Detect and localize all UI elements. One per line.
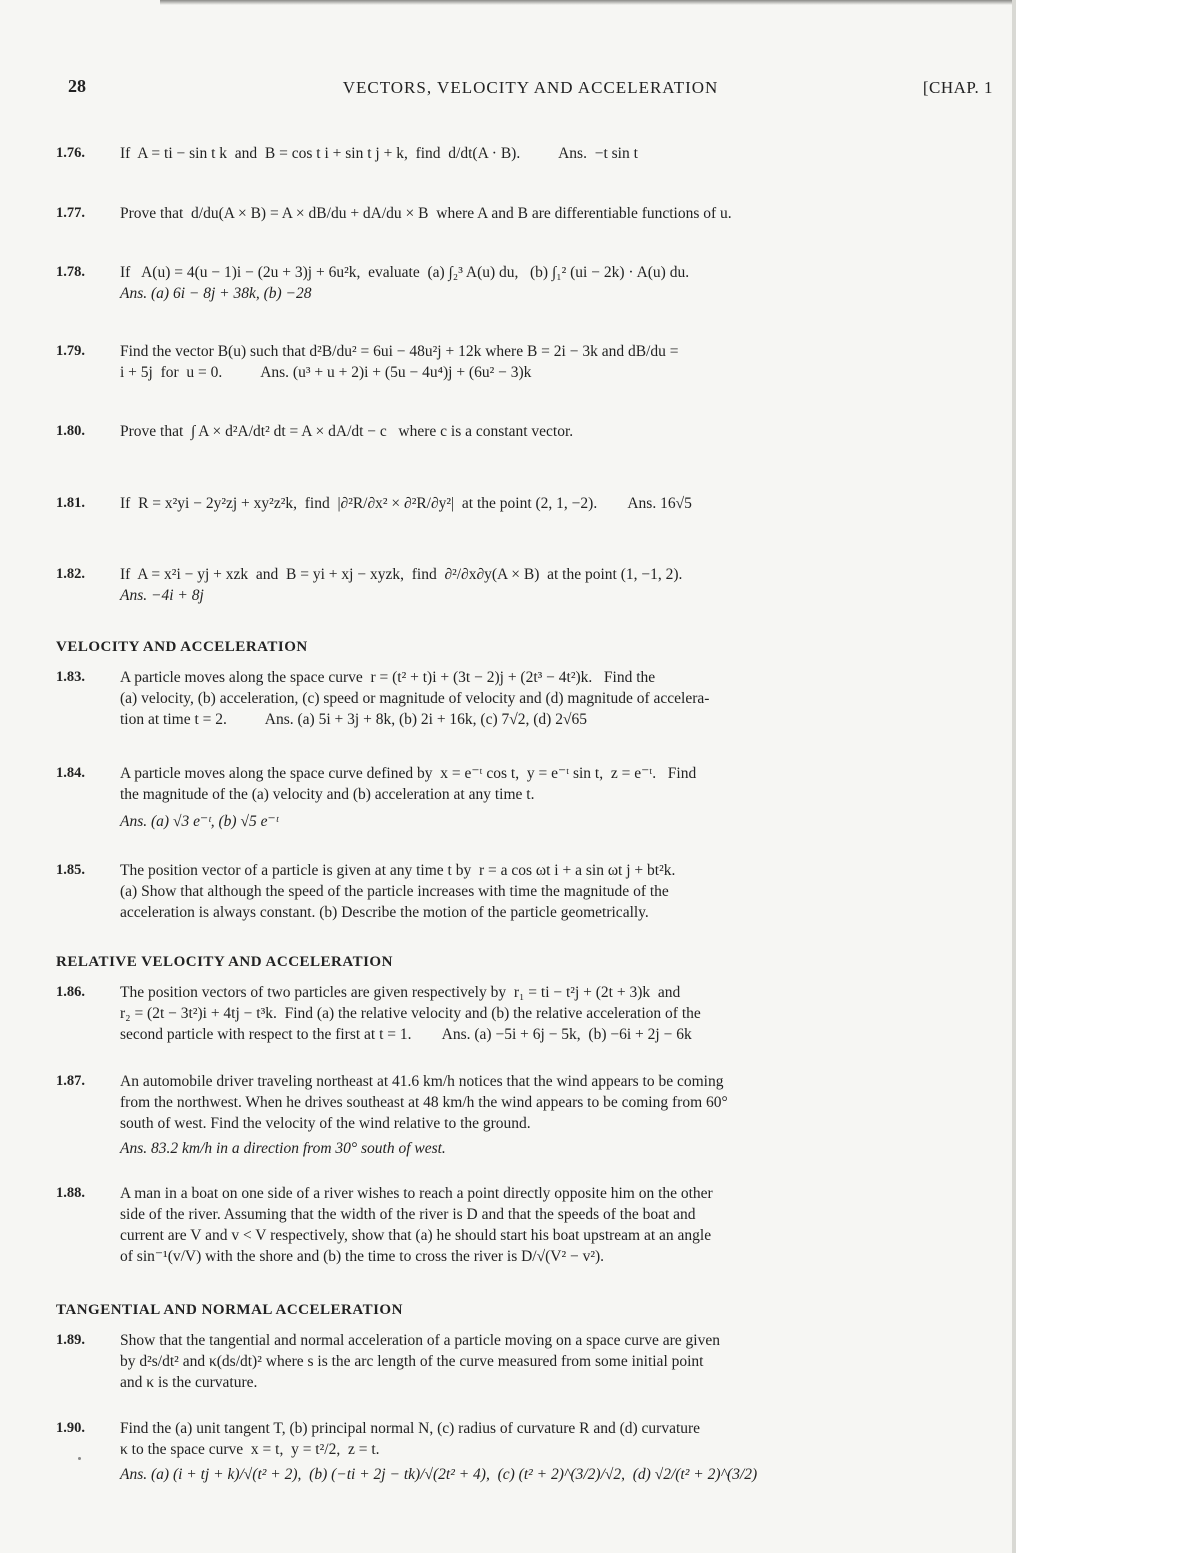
problem-number: 1.86.	[56, 984, 85, 1000]
problem-text: A particle moves along the space curve defined by x = e⁻ᵗ cos t, y = e⁻ᵗ sin t, z = e⁻ᵗ. Find	[120, 765, 697, 782]
problem-number: 1.88.	[56, 1185, 85, 1201]
problem-1-89	[56, 1330, 992, 1393]
problem-text: κ to the space curve x = t, y = t²/2, z = t.	[120, 1441, 380, 1458]
problem-text: by d²s/dt² and κ(ds/dt)² where s is the arc length of the curve measured from some initial point	[120, 1353, 704, 1370]
problem-text: The position vectors of two particles are given respectively by r₁ = ti − t²j + (2t + 3)k and	[120, 984, 681, 1001]
problem-number: 1.83.	[56, 669, 85, 685]
problem-text: A particle moves along the space curve r = (t² + t)i + (3t − 2)j + (2t³ − 4t²)k. Find the	[120, 669, 656, 686]
problem-text: If A = ti − sin t k and B = cos t i + sin t j + k, find d/dt(A · B). Ans. −t sin t	[120, 145, 638, 162]
problem-number: 1.78.	[56, 264, 85, 280]
scan-speck	[78, 1457, 81, 1460]
problem-text: If A(u) = 4(u − 1)i − (2u + 3)j + 6u²k, evaluate (a) ∫₂³ A(u) du, (b) ∫₁² (ui − 2k) · A(u) du.	[120, 264, 690, 281]
problem-1-82	[56, 564, 992, 606]
problem-number: 1.85.	[56, 862, 85, 878]
problem-text: the magnitude of the (a) velocity and (b) acceleration at any time t.	[120, 786, 535, 803]
problem-text: current are V and v < V respectively, show that (a) he should start his boat upstream at an angle	[120, 1227, 712, 1244]
problem-text: of sin⁻¹(v/V) with the shore and (b) the time to cross the river is D/√(V² − v²).	[120, 1248, 605, 1265]
problem-text: If A = x²i − yj + xzk and B = yi + xj − xyzk, find ∂²/∂x∂y(A × B) at the point (1, −1, 2).	[120, 566, 683, 583]
problem-text: tion at time t = 2. Ans. (a) 5i + 3j + 8k, (b) 2i + 16k, (c) 7√2, (d) 2√65	[120, 711, 587, 728]
answer-text: Ans. (a) √3 e⁻ᵗ, (b) √5 e⁻ᵗ	[120, 813, 279, 830]
running-title: VECTORS, VELOCITY AND ACCELERATION	[342, 78, 719, 97]
problem-text: Find the (a) unit tangent T, (b) principal normal N, (c) radius of curvature R and (d) curvature	[120, 1420, 701, 1437]
problem-1-87	[56, 1071, 992, 1159]
problem-number: 1.80.	[56, 423, 85, 439]
section-heading-velocity: VELOCITY AND ACCELERATION	[56, 639, 308, 655]
problem-text: from the northwest. When he drives southeast at 48 km/h the wind appears to be coming from 60°	[120, 1094, 728, 1111]
problem-1-80	[56, 421, 992, 442]
problem-text: Find the vector B(u) such that d²B/du² = 6ui − 48u²j + 12k where B = 2i − 3k and dB/du =	[120, 343, 679, 360]
page-header	[68, 76, 993, 102]
answer-text: Ans. 83.2 km/h in a direction from 30° south of west.	[120, 1140, 446, 1157]
section-heading-relative: RELATIVE VELOCITY AND ACCELERATION	[56, 954, 393, 970]
scan-shadow	[160, 0, 1020, 5]
problem-text: (a) Show that although the speed of the particle increases with time the magnitude of the	[120, 883, 669, 900]
problem-text: (a) velocity, (b) acceleration, (c) speed or magnitude of velocity and (d) magnitude of accelera-	[120, 690, 710, 707]
problem-1-76	[56, 143, 992, 164]
problem-text: i + 5j for u = 0. Ans. (u³ + u + 2)i + (5u − 4u⁴)j + (6u² − 3)k	[120, 364, 532, 381]
problem-text: acceleration is always constant. (b) Describe the motion of the particle geometrically.	[120, 904, 649, 921]
page-margin	[1012, 0, 1200, 1553]
problem-text: south of west. Find the velocity of the wind relative to the ground.	[120, 1115, 531, 1132]
problem-text: Prove that ∫ A × d²A/dt² dt = A × dA/dt − c where c is a constant vector.	[120, 423, 574, 440]
answer-text: Ans. (a) (i + tj + k)/√(t² + 2), (b) (−ti + 2j − tk)/√(2t² + 4), (c) (t² + 2)^(3/2)/√2, (d) √2/(t² + 2)^(3/2)	[120, 1466, 758, 1483]
problem-text: A man in a boat on one side of a river wishes to reach a point directly opposite him on the other	[120, 1185, 713, 1202]
problem-text: r₂ = (2t − 3t²)i + 4tj − t³k. Find (a) the relative velocity and (b) the relative acceleration of the	[120, 1005, 701, 1022]
problem-1-77	[56, 203, 992, 224]
problem-number: 1.79.	[56, 343, 85, 359]
problem-text: Prove that d/du(A × B) = A × dB/du + dA/du × B where A and B are differentiable functions of u.	[120, 205, 732, 222]
problem-1-79	[56, 341, 992, 383]
problem-number: 1.76.	[56, 145, 85, 161]
problem-number: 1.84.	[56, 765, 85, 781]
problem-text: The position vector of a particle is given at any time t by r = a cos ωt i + a sin ωt j + bt²k.	[120, 862, 676, 879]
problem-1-83	[56, 667, 992, 730]
problem-text: If R = x²yi − 2y²zj + xy²z²k, find |∂²R/∂x² × ∂²R/∂y²| at the point (2, 1, −2). Ans. 16√5	[120, 495, 692, 512]
problem-number: 1.82.	[56, 566, 85, 582]
problem-number: 1.77.	[56, 205, 85, 221]
section-heading-tangential: TANGENTIAL AND NORMAL ACCELERATION	[56, 1302, 403, 1318]
problem-text: An automobile driver traveling northeast at 41.6 km/h notices that the wind appears to be coming	[120, 1073, 724, 1090]
problem-1-84	[56, 763, 992, 832]
answer-text: Ans. (a) 6i − 8j + 38k, (b) −28	[120, 285, 312, 302]
problem-1-78	[56, 262, 992, 304]
page-number: 28	[68, 76, 86, 96]
problem-text: and κ is the curvature.	[120, 1374, 258, 1391]
problem-1-81	[56, 493, 992, 514]
problem-text: Show that the tangential and normal acceleration of a particle moving on a space curve are given	[120, 1332, 720, 1349]
problem-1-86	[56, 982, 992, 1045]
problem-text: second particle with respect to the first at t = 1. Ans. (a) −5i + 6j − 5k, (b) −6i + 2j − 6k	[120, 1026, 692, 1043]
problem-number: 1.81.	[56, 495, 85, 511]
page-edge	[1012, 0, 1016, 1553]
problem-text: side of the river. Assuming that the width of the river is D and that the speeds of the boat and	[120, 1206, 696, 1223]
problem-1-88	[56, 1183, 992, 1267]
problem-number: 1.87.	[56, 1073, 85, 1089]
problem-1-90	[56, 1418, 992, 1485]
answer-text: Ans. −4i + 8j	[120, 587, 204, 604]
problem-number: 1.89.	[56, 1332, 85, 1348]
problem-1-85	[56, 860, 992, 923]
problem-number: 1.90.	[56, 1420, 85, 1436]
chapter-label: [CHAP. 1	[922, 78, 993, 97]
